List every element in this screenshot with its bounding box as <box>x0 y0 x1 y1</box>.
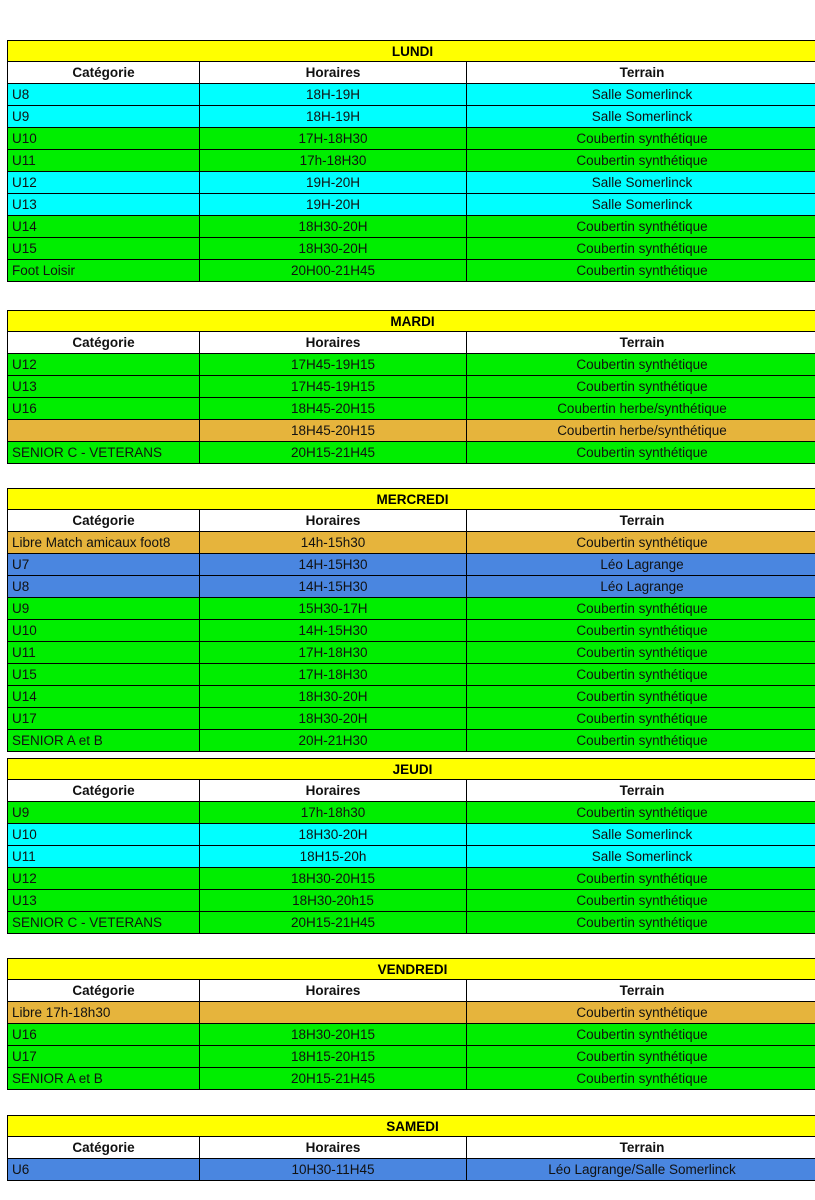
column-header-row <box>8 980 815 1002</box>
table-row <box>8 1068 815 1090</box>
field-cell: Coubertin herbe/synthétique <box>557 401 727 416</box>
category-cell: SENIOR A et B <box>8 1068 200 1089</box>
category-cell: U17 <box>8 708 200 729</box>
table-row <box>8 106 815 128</box>
time-cell: 17H-18H30 <box>200 128 467 149</box>
time-cell <box>200 1002 467 1023</box>
category-cell: U9 <box>8 802 200 823</box>
time-cell: 18H15-20H15 <box>200 1046 467 1067</box>
table-row <box>8 1002 815 1024</box>
category-cell: U9 <box>8 106 200 127</box>
category-cell: Libre Match amicaux foot8 <box>8 532 200 553</box>
field-cell: Coubertin synthétique <box>576 1027 708 1042</box>
field-cell: Coubertin synthétique <box>576 379 708 394</box>
field-cell: Coubertin synthétique <box>576 689 708 704</box>
time-cell: 18H30-20H <box>200 708 467 729</box>
category-cell: U10 <box>8 620 200 641</box>
day-title: MERCREDI <box>8 488 815 510</box>
time-cell: 20H15-21H45 <box>200 1068 467 1089</box>
time-cell: 20H00-21H45 <box>200 260 467 281</box>
category-cell: U13 <box>8 890 200 911</box>
field-cell: Coubertin synthétique <box>576 915 708 930</box>
field-cell: Coubertin synthétique <box>576 711 708 726</box>
column-header-row <box>8 780 815 802</box>
time-cell: 18H30-20H <box>200 686 467 707</box>
day-title: VENDREDI <box>8 958 815 980</box>
day-table-vendredi <box>7 958 815 1090</box>
time-cell: 20H15-21H45 <box>200 442 467 463</box>
time-cell: 18H-19H <box>200 84 467 105</box>
category-cell: U7 <box>8 554 200 575</box>
column-header-row <box>8 332 815 354</box>
day-table-mercredi <box>7 488 815 752</box>
field-cell: Coubertin synthétique <box>576 445 708 460</box>
category-cell: U11 <box>8 642 200 663</box>
header-terrain: Terrain <box>619 65 665 80</box>
table-row <box>8 576 815 598</box>
category-cell: U12 <box>8 868 200 889</box>
category-cell: U12 <box>8 172 200 193</box>
time-cell: 19H-20H <box>200 194 467 215</box>
table-row <box>8 354 815 376</box>
category-cell: U8 <box>8 576 200 597</box>
table-row <box>8 620 815 642</box>
header-categorie: Catégorie <box>8 1137 200 1158</box>
time-cell: 18H30-20H <box>200 824 467 845</box>
table-row <box>8 598 815 620</box>
table-row <box>8 846 815 868</box>
table-row <box>8 172 815 194</box>
time-cell: 17H45-19H15 <box>200 376 467 397</box>
time-cell: 15H30-17H <box>200 598 467 619</box>
table-row <box>8 128 815 150</box>
category-cell: SENIOR C - VETERANS <box>8 442 200 463</box>
table-row <box>8 532 815 554</box>
header-horaires: Horaires <box>200 1137 467 1158</box>
category-cell <box>8 420 200 441</box>
table-row <box>8 1159 815 1181</box>
field-cell: Coubertin synthétique <box>576 1005 708 1020</box>
header-horaires: Horaires <box>200 62 467 83</box>
header-categorie: Catégorie <box>8 332 200 353</box>
header-categorie: Catégorie <box>8 510 200 531</box>
category-cell: U16 <box>8 398 200 419</box>
field-cell: Salle Somerlinck <box>591 87 693 102</box>
time-cell: 18H30-20H15 <box>200 1024 467 1045</box>
day-title: MARDI <box>8 310 815 332</box>
header-categorie: Catégorie <box>8 780 200 801</box>
field-cell: Coubertin synthétique <box>576 623 708 638</box>
category-cell: U13 <box>8 194 200 215</box>
time-cell: 18H30-20H <box>200 238 467 259</box>
header-terrain: Terrain <box>619 513 665 528</box>
time-cell: 19H-20H <box>200 172 467 193</box>
table-row <box>8 686 815 708</box>
header-terrain: Terrain <box>619 335 665 350</box>
category-cell: U9 <box>8 598 200 619</box>
table-row <box>8 912 815 934</box>
time-cell: 18H30-20H <box>200 216 467 237</box>
header-categorie: Catégorie <box>8 62 200 83</box>
category-cell: U14 <box>8 686 200 707</box>
field-cell: Coubertin synthétique <box>576 601 708 616</box>
header-terrain: Terrain <box>619 1140 665 1155</box>
field-cell: Salle Somerlinck <box>591 197 693 212</box>
table-row <box>8 442 815 464</box>
field-cell: Coubertin synthétique <box>576 645 708 660</box>
time-cell: 14H-15H30 <box>200 620 467 641</box>
category-cell: U11 <box>8 150 200 171</box>
field-cell: Coubertin synthétique <box>576 733 708 748</box>
field-cell: Coubertin synthétique <box>576 805 708 820</box>
header-categorie: Catégorie <box>8 980 200 1001</box>
table-row <box>8 216 815 238</box>
table-row <box>8 84 815 106</box>
day-table-jeudi <box>7 758 815 934</box>
category-cell: SENIOR C - VETERANS <box>8 912 200 933</box>
time-cell: 10H30-11H45 <box>200 1159 467 1180</box>
category-cell: U15 <box>8 238 200 259</box>
day-table-samedi <box>7 1115 815 1181</box>
field-cell: Salle Somerlinck <box>591 175 693 190</box>
table-row <box>8 730 815 752</box>
table-row <box>8 1024 815 1046</box>
time-cell: 18H15-20h <box>200 846 467 867</box>
time-cell: 14H-15H30 <box>200 554 467 575</box>
category-cell: U14 <box>8 216 200 237</box>
category-cell: U10 <box>8 824 200 845</box>
field-cell: Coubertin synthétique <box>576 871 708 886</box>
field-cell: Coubertin synthétique <box>576 357 708 372</box>
header-horaires: Horaires <box>200 780 467 801</box>
field-cell: Coubertin synthétique <box>576 1049 708 1064</box>
field-cell: Léo Lagrange/Salle Somerlinck <box>548 1162 736 1177</box>
header-terrain: Terrain <box>619 983 665 998</box>
category-cell: U16 <box>8 1024 200 1045</box>
table-row <box>8 554 815 576</box>
category-cell: Libre 17h-18h30 <box>8 1002 200 1023</box>
category-cell: U10 <box>8 128 200 149</box>
category-cell: U6 <box>8 1159 200 1180</box>
field-cell: Coubertin synthétique <box>576 893 708 908</box>
time-cell: 18H-19H <box>200 106 467 127</box>
time-cell: 20H15-21H45 <box>200 912 467 933</box>
table-row <box>8 150 815 172</box>
time-cell: 18H30-20h15 <box>200 890 467 911</box>
column-header-row <box>8 1137 815 1159</box>
table-row <box>8 260 815 282</box>
time-cell: 17H-18H30 <box>200 642 467 663</box>
day-title: JEUDI <box>8 758 815 780</box>
time-cell: 18H30-20H15 <box>200 868 467 889</box>
column-header-row <box>8 510 815 532</box>
category-cell: U8 <box>8 84 200 105</box>
table-row <box>8 824 815 846</box>
table-row <box>8 194 815 216</box>
field-cell: Coubertin synthétique <box>576 241 708 256</box>
time-cell: 18H45-20H15 <box>200 398 467 419</box>
table-row <box>8 420 815 442</box>
category-cell: U17 <box>8 1046 200 1067</box>
field-cell: Coubertin herbe/synthétique <box>557 423 727 438</box>
time-cell: 18H45-20H15 <box>200 420 467 441</box>
header-terrain: Terrain <box>619 783 665 798</box>
field-cell: Léo Lagrange <box>600 557 684 572</box>
field-cell: Salle Somerlinck <box>591 109 693 124</box>
time-cell: 14H-15H30 <box>200 576 467 597</box>
column-header-row <box>8 62 815 84</box>
day-table-lundi <box>7 40 815 282</box>
category-cell: SENIOR A et B <box>8 730 200 751</box>
field-cell: Coubertin synthétique <box>576 1071 708 1086</box>
field-cell: Coubertin synthétique <box>576 153 708 168</box>
header-horaires: Horaires <box>200 332 467 353</box>
time-cell: 17H45-19H15 <box>200 354 467 375</box>
field-cell: Salle Somerlinck <box>591 849 693 864</box>
time-cell: 17h-18h30 <box>200 802 467 823</box>
field-cell: Coubertin synthétique <box>576 667 708 682</box>
table-row <box>8 376 815 398</box>
category-cell: U11 <box>8 846 200 867</box>
day-title: SAMEDI <box>8 1115 815 1137</box>
field-cell: Salle Somerlinck <box>591 827 693 842</box>
time-cell: 17h-18H30 <box>200 150 467 171</box>
time-cell: 20H-21H30 <box>200 730 467 751</box>
table-row <box>8 398 815 420</box>
table-row <box>8 868 815 890</box>
field-cell: Léo Lagrange <box>600 579 684 594</box>
category-cell: U13 <box>8 376 200 397</box>
day-title: LUNDI <box>8 40 815 62</box>
time-cell: 14h-15h30 <box>200 532 467 553</box>
field-cell: Coubertin synthétique <box>576 263 708 278</box>
category-cell: Foot Loisir <box>8 260 200 281</box>
header-horaires: Horaires <box>200 510 467 531</box>
day-table-mardi <box>7 310 815 464</box>
header-horaires: Horaires <box>200 980 467 1001</box>
field-cell: Coubertin synthétique <box>576 219 708 234</box>
field-cell: Coubertin synthétique <box>576 131 708 146</box>
category-cell: U12 <box>8 354 200 375</box>
table-row <box>8 238 815 260</box>
time-cell: 17H-18H30 <box>200 664 467 685</box>
field-cell: Coubertin synthétique <box>576 535 708 550</box>
category-cell: U15 <box>8 664 200 685</box>
table-row <box>8 802 815 824</box>
table-row <box>8 708 815 730</box>
table-row <box>8 664 815 686</box>
table-row <box>8 1046 815 1068</box>
table-row <box>8 890 815 912</box>
table-row <box>8 642 815 664</box>
